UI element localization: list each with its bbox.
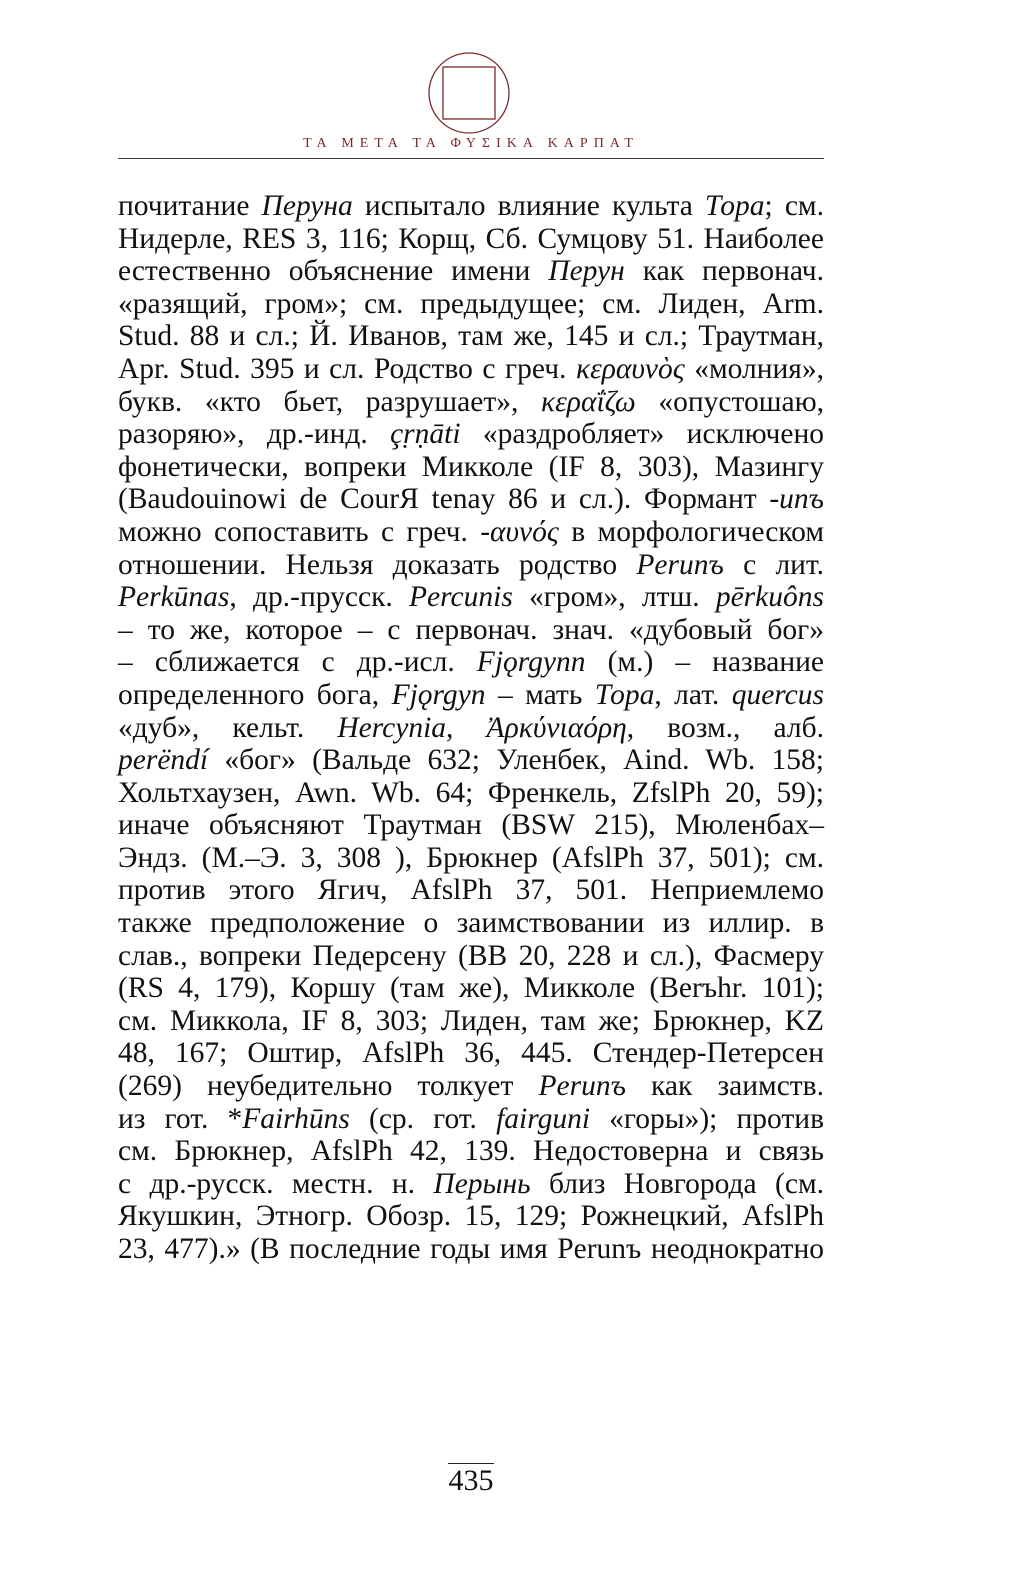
text-run: (ср. гот.: [349, 1102, 497, 1135]
text-run: «бог» (Вальде 632; Уленбек, Aind. Wb. 158;: [208, 744, 824, 777]
text-line: [118, 516, 824, 549]
text-run: в морфологическом: [558, 515, 824, 548]
text-line: [118, 1005, 824, 1038]
text-run: 23, 477).» (В последние годы имя Perunъ неоднократно: [118, 1233, 824, 1265]
text-line: [118, 255, 824, 288]
text-run: (м.) – название: [585, 646, 824, 679]
italic-term: quercus: [731, 678, 824, 711]
italic-term: Тора: [704, 190, 765, 222]
text-run: 48, 167; Оштир, AfslPh 36, 445. Стендер-Петерсен: [118, 1037, 824, 1070]
text-line: [118, 1103, 824, 1136]
italic-term: Перун: [548, 255, 625, 288]
text-line: [118, 483, 824, 516]
text-line: [118, 1070, 824, 1103]
text-run: «дуб», кельт.: [118, 711, 338, 744]
text-run: см. Брюкнер, AfslPh 42, 139. Недостоверна и связь: [118, 1135, 824, 1168]
text-run: с др.-русск. местн. н.: [118, 1167, 434, 1200]
italic-term: Fjǫrgynn: [476, 646, 586, 679]
text-run: , др.-прусск.: [229, 581, 410, 614]
italic-term: perëndí: [118, 744, 209, 777]
text-run: «молния»,: [684, 352, 824, 385]
text-line: [118, 353, 824, 386]
text-line: [118, 1037, 824, 1070]
text-run: как первонач.: [624, 255, 824, 288]
text-run: также предположение о заимствовании из иллир. в: [118, 907, 824, 940]
text-run: «гром», лтш.: [512, 581, 716, 614]
text-run: – сближается с др.-исл.: [118, 646, 477, 679]
text-run: (RS 4, 179), Коршу (там же), Микколе (Веrъhr. 101);: [118, 972, 824, 1005]
text-line: [118, 744, 824, 777]
italic-term: Fairhūns: [242, 1102, 350, 1135]
text-run: ,: [446, 711, 487, 744]
text-line: [118, 972, 824, 1005]
text-run: , возм., алб.: [626, 711, 825, 744]
italic-term: Hercynia: [337, 711, 447, 744]
text-run: «разящий, гром»; см. предыдущее; см. Лиден, Arm.: [118, 287, 824, 320]
text-run: «раздробляет» исключено: [460, 418, 824, 451]
italic-term: Перуна: [261, 190, 353, 222]
text-run: (269) неубедительно толкует: [118, 1070, 539, 1103]
text-line: [118, 940, 824, 973]
italic-term: fairguni: [496, 1102, 591, 1135]
text-line: [118, 1233, 824, 1266]
text-run: Apr. Stud. 395 и сл. Родство с греч.: [118, 352, 576, 385]
text-run: Нидерле, RES 3, 116; Корщ, Сб. Сумцову 51. Наиболее: [118, 222, 824, 255]
italic-term: pērkuôns: [715, 581, 824, 614]
text-run: определенного бога,: [118, 678, 392, 711]
text-line: [118, 874, 824, 907]
page-number: 435: [448, 1464, 494, 1497]
italic-term: çṛṇāti: [390, 418, 461, 451]
text-run: из гот. *: [118, 1102, 243, 1135]
text-line: [118, 581, 824, 614]
italic-term: Ἀρκύνιαόρη: [486, 711, 627, 744]
italic-term: Перынь: [433, 1167, 531, 1200]
text-line: [118, 418, 824, 451]
text-line: [118, 451, 824, 484]
text-line: [118, 320, 824, 353]
text-run: с лит.: [723, 548, 824, 581]
text-run: Эндз. (М.–Э. 3, 308 ), Брюкнер (AfslPh 37, 501); см.: [118, 841, 824, 874]
italic-term: Perunъ: [538, 1070, 626, 1103]
text-run: как заимств.: [625, 1070, 824, 1103]
text-line: [118, 646, 824, 679]
running-head: ΤΑ ΜΕΤΑ ΤΑ ΦΥΣΙΚΑ ΚΑΡΠΑΤ: [303, 136, 639, 151]
text-run: почитание: [118, 190, 262, 222]
text-run: естественно объяснение имени: [118, 255, 549, 288]
text-line: [118, 223, 824, 256]
italic-term: Perkūnas: [118, 581, 230, 614]
text-run: отношении. Нельзя доказать родство: [118, 548, 637, 581]
text-line: [118, 288, 824, 321]
text-line: [118, 1168, 824, 1201]
text-run: букв. «кто бьет, разрушает»,: [118, 385, 542, 418]
text-run: Якушкин, Этногр. Обозр. 15, 129; Рожнецкий, AfslPh: [118, 1200, 824, 1233]
text-line: [118, 907, 824, 940]
text-run: иначе объясняют Траутман (BSW 215), Мюленбах–: [118, 809, 824, 842]
text-run: против этого Ягич, AfslPh 37, 501. Неприемлемо: [118, 874, 824, 907]
text-line: [118, 679, 824, 712]
text-run: см. Миккола, IF 8, 303; Лиден, там же; Брюкнер, KZ: [118, 1004, 824, 1037]
text-line: [118, 809, 824, 842]
text-line: [118, 712, 824, 745]
text-run: Stud. 88 и сл.; Й. Иванов, там же, 145 и сл.; Траутман,: [118, 320, 824, 353]
italic-term: κεραΐζω: [541, 385, 636, 418]
text-line: [118, 777, 824, 810]
text-line: [118, 1135, 824, 1168]
text-run: «опустошаю,: [635, 385, 825, 418]
italic-term: Тора: [594, 678, 655, 711]
text-run: ; см.: [764, 190, 824, 222]
text-run: – то же, которое – с первонач. знач. «дубовый бог»: [118, 613, 824, 646]
text-line: [118, 386, 824, 419]
text-run: – мать: [485, 678, 595, 711]
circle-square-emblem-icon: [426, 50, 512, 136]
italic-term: -αυνός: [480, 515, 559, 548]
body-text: [118, 190, 824, 1266]
text-run: «горы»); против: [590, 1102, 824, 1135]
text-run: разоряю», др.-инд.: [118, 418, 391, 451]
italic-term: Perunъ: [636, 548, 724, 581]
text-line: [118, 549, 824, 582]
italic-term: -unъ: [769, 483, 824, 516]
text-run: (Baudouinowi de CourЯ tenay 86 и сл.). Формант: [118, 483, 770, 516]
text-run: фонетически, вопреки Микколе (IF 8, 303), Мазингу: [118, 450, 824, 483]
text-run: Хольтхаузен, Awn. Wb. 64; Френкель, ZfslPh 20, 59);: [118, 776, 824, 809]
text-line: [118, 614, 824, 647]
text-run: можно сопоставить с греч.: [118, 515, 481, 548]
text-run: испытало влияние культа: [352, 190, 705, 222]
text-run: , лат.: [654, 678, 732, 711]
italic-term: κεραυνὸς: [575, 352, 685, 385]
text-line: [118, 842, 824, 875]
italic-term: Percunis: [409, 581, 513, 614]
text-line: [118, 1200, 824, 1233]
text-line: [118, 190, 824, 223]
header-rule: [118, 158, 824, 159]
italic-term: Fjǫrgyn: [391, 678, 486, 711]
text-run: слав., вопреки Педерсену (ВВ 20, 228 и сл.), Фасмеру: [118, 939, 824, 972]
text-run: близ Новгорода (см.: [530, 1167, 824, 1200]
